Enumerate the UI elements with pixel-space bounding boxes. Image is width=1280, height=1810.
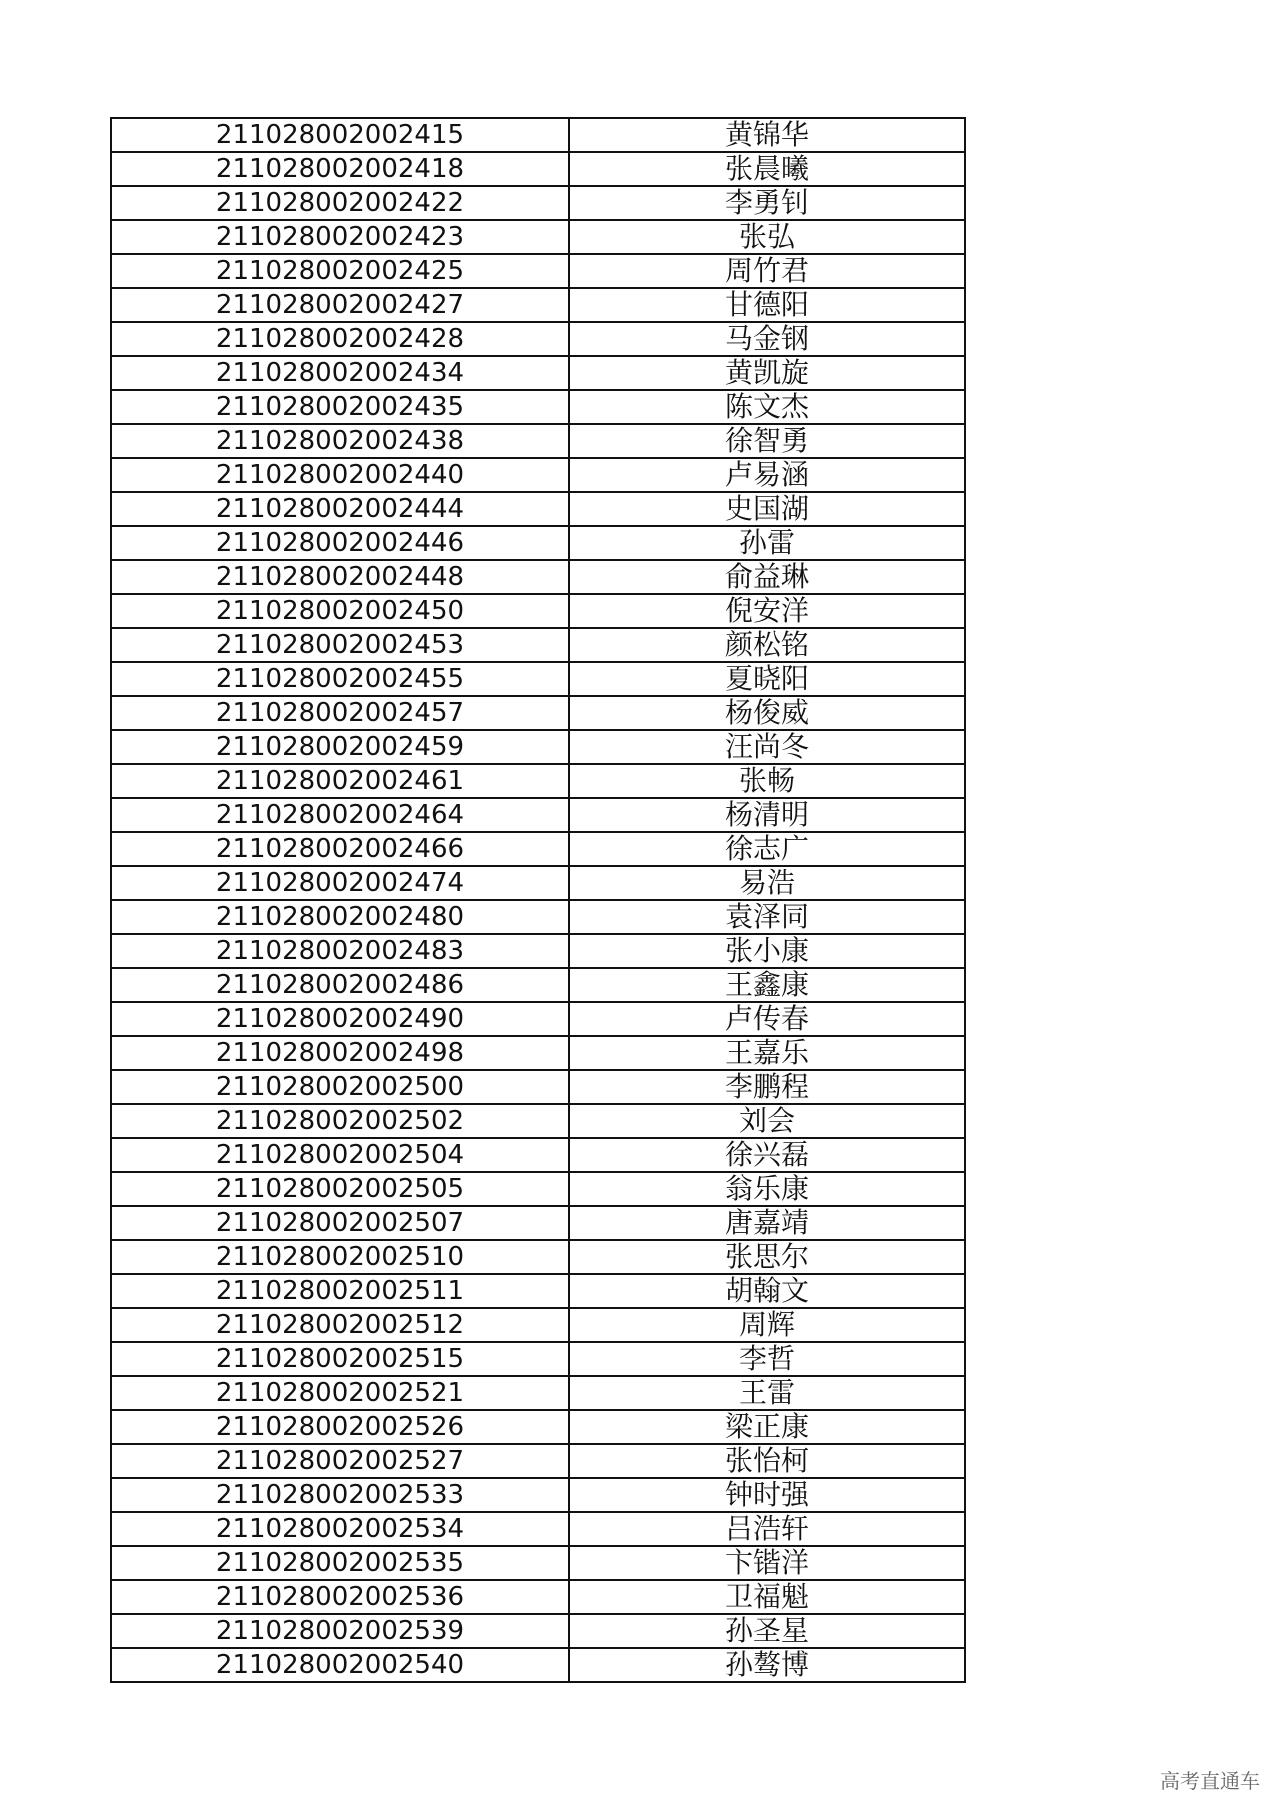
candidate-name-cell: 张畅 bbox=[569, 764, 965, 798]
candidate-id-cell: 211028002002464 bbox=[111, 798, 569, 832]
candidate-id-cell: 211028002002422 bbox=[111, 186, 569, 220]
table-row bbox=[111, 560, 965, 594]
candidate-id-cell: 211028002002540 bbox=[111, 1648, 569, 1682]
table-row bbox=[111, 1444, 965, 1478]
table-row bbox=[111, 798, 965, 832]
table-row bbox=[111, 1104, 965, 1138]
table-row bbox=[111, 1206, 965, 1240]
table-row bbox=[111, 1070, 965, 1104]
candidate-id-cell: 211028002002425 bbox=[111, 254, 569, 288]
candidate-name-cell: 陈文杰 bbox=[569, 390, 965, 424]
candidate-name-cell: 杨俊威 bbox=[569, 696, 965, 730]
table-row bbox=[111, 934, 965, 968]
table-row bbox=[111, 1478, 965, 1512]
table-row bbox=[111, 118, 965, 152]
table-row bbox=[111, 1002, 965, 1036]
table-row bbox=[111, 526, 965, 560]
candidate-id-cell: 211028002002474 bbox=[111, 866, 569, 900]
candidate-id-cell: 211028002002423 bbox=[111, 220, 569, 254]
candidate-id-cell: 211028002002536 bbox=[111, 1580, 569, 1614]
candidate-name-cell: 孙骜博 bbox=[569, 1648, 965, 1682]
table-row bbox=[111, 628, 965, 662]
candidate-name-cell: 翁乐康 bbox=[569, 1172, 965, 1206]
candidate-name-cell: 张晨曦 bbox=[569, 152, 965, 186]
candidate-name-cell: 张思尔 bbox=[569, 1240, 965, 1274]
table-row bbox=[111, 1648, 965, 1682]
table-row bbox=[111, 1512, 965, 1546]
candidate-id-cell: 211028002002490 bbox=[111, 1002, 569, 1036]
candidate-id-cell: 211028002002438 bbox=[111, 424, 569, 458]
candidate-name-cell: 卞锴洋 bbox=[569, 1546, 965, 1580]
candidate-id-cell: 211028002002521 bbox=[111, 1376, 569, 1410]
candidate-name-cell: 卢易涵 bbox=[569, 458, 965, 492]
candidate-name-cell: 李鹏程 bbox=[569, 1070, 965, 1104]
table-row bbox=[111, 900, 965, 934]
candidate-id-cell: 211028002002480 bbox=[111, 900, 569, 934]
table-row bbox=[111, 356, 965, 390]
candidate-id-cell: 211028002002427 bbox=[111, 288, 569, 322]
table-row bbox=[111, 696, 965, 730]
candidate-name-cell: 汪尚冬 bbox=[569, 730, 965, 764]
candidate-id-cell: 211028002002512 bbox=[111, 1308, 569, 1342]
candidate-id-cell: 211028002002461 bbox=[111, 764, 569, 798]
candidate-name-cell: 孙雷 bbox=[569, 526, 965, 560]
table-row bbox=[111, 390, 965, 424]
table-row bbox=[111, 254, 965, 288]
candidate-name-cell: 卢传春 bbox=[569, 1002, 965, 1036]
candidate-name-cell: 徐兴磊 bbox=[569, 1138, 965, 1172]
table-row bbox=[111, 594, 965, 628]
table-row bbox=[111, 1138, 965, 1172]
candidate-id-cell: 211028002002511 bbox=[111, 1274, 569, 1308]
table-row bbox=[111, 1308, 965, 1342]
candidate-name-cell: 俞益琳 bbox=[569, 560, 965, 594]
table-row bbox=[111, 730, 965, 764]
roster-table bbox=[110, 117, 966, 1683]
table-row bbox=[111, 458, 965, 492]
candidate-id-cell: 211028002002434 bbox=[111, 356, 569, 390]
candidate-id-cell: 211028002002418 bbox=[111, 152, 569, 186]
candidate-name-cell: 张小康 bbox=[569, 934, 965, 968]
candidate-id-cell: 211028002002415 bbox=[111, 118, 569, 152]
table-row bbox=[111, 1580, 965, 1614]
candidate-name-cell: 周竹君 bbox=[569, 254, 965, 288]
table-row bbox=[111, 152, 965, 186]
candidate-id-cell: 211028002002505 bbox=[111, 1172, 569, 1206]
candidate-name-cell: 周辉 bbox=[569, 1308, 965, 1342]
candidate-id-cell: 211028002002466 bbox=[111, 832, 569, 866]
table-row bbox=[111, 1614, 965, 1648]
candidate-id-cell: 211028002002502 bbox=[111, 1104, 569, 1138]
candidate-name-cell: 唐嘉靖 bbox=[569, 1206, 965, 1240]
candidate-name-cell: 钟时强 bbox=[569, 1478, 965, 1512]
table-row bbox=[111, 1172, 965, 1206]
candidate-name-cell: 张怡柯 bbox=[569, 1444, 965, 1478]
candidate-name-cell: 卫福魁 bbox=[569, 1580, 965, 1614]
candidate-id-cell: 211028002002459 bbox=[111, 730, 569, 764]
candidate-id-cell: 211028002002510 bbox=[111, 1240, 569, 1274]
candidate-id-cell: 211028002002444 bbox=[111, 492, 569, 526]
candidate-name-cell: 黄凯旋 bbox=[569, 356, 965, 390]
candidate-name-cell: 袁泽同 bbox=[569, 900, 965, 934]
candidate-id-cell: 211028002002526 bbox=[111, 1410, 569, 1444]
candidate-name-cell: 徐智勇 bbox=[569, 424, 965, 458]
candidate-name-cell: 刘会 bbox=[569, 1104, 965, 1138]
candidate-name-cell: 王鑫康 bbox=[569, 968, 965, 1002]
table-row bbox=[111, 662, 965, 696]
candidate-id-cell: 211028002002448 bbox=[111, 560, 569, 594]
candidate-name-cell: 夏晓阳 bbox=[569, 662, 965, 696]
candidate-id-cell: 211028002002504 bbox=[111, 1138, 569, 1172]
table-row bbox=[111, 1036, 965, 1070]
candidate-id-cell: 211028002002515 bbox=[111, 1342, 569, 1376]
table-row bbox=[111, 764, 965, 798]
candidate-id-cell: 211028002002435 bbox=[111, 390, 569, 424]
table-row bbox=[111, 1376, 965, 1410]
roster-table-body bbox=[111, 118, 965, 1682]
candidate-name-cell: 倪安洋 bbox=[569, 594, 965, 628]
table-row bbox=[111, 1342, 965, 1376]
watermark-text: 高考直通车 bbox=[1160, 1769, 1260, 1793]
candidate-name-cell: 史国湖 bbox=[569, 492, 965, 526]
candidate-name-cell: 颜松铭 bbox=[569, 628, 965, 662]
candidate-name-cell: 王雷 bbox=[569, 1376, 965, 1410]
candidate-id-cell: 211028002002500 bbox=[111, 1070, 569, 1104]
candidate-id-cell: 211028002002486 bbox=[111, 968, 569, 1002]
table-row bbox=[111, 220, 965, 254]
candidate-id-cell: 211028002002539 bbox=[111, 1614, 569, 1648]
candidate-id-cell: 211028002002498 bbox=[111, 1036, 569, 1070]
table-row bbox=[111, 322, 965, 356]
candidate-id-cell: 211028002002535 bbox=[111, 1546, 569, 1580]
candidate-name-cell: 黄锦华 bbox=[569, 118, 965, 152]
table-row bbox=[111, 288, 965, 322]
candidate-name-cell: 王嘉乐 bbox=[569, 1036, 965, 1070]
candidate-name-cell: 李勇钊 bbox=[569, 186, 965, 220]
table-row bbox=[111, 968, 965, 1002]
candidate-name-cell: 李哲 bbox=[569, 1342, 965, 1376]
candidate-name-cell: 易浩 bbox=[569, 866, 965, 900]
table-row bbox=[111, 186, 965, 220]
candidate-id-cell: 211028002002455 bbox=[111, 662, 569, 696]
table-row bbox=[111, 1274, 965, 1308]
candidate-name-cell: 胡翰文 bbox=[569, 1274, 965, 1308]
candidate-id-cell: 211028002002507 bbox=[111, 1206, 569, 1240]
candidate-id-cell: 211028002002440 bbox=[111, 458, 569, 492]
candidate-name-cell: 甘德阳 bbox=[569, 288, 965, 322]
candidate-id-cell: 211028002002527 bbox=[111, 1444, 569, 1478]
table-row bbox=[111, 832, 965, 866]
table-row bbox=[111, 1410, 965, 1444]
table-row bbox=[111, 866, 965, 900]
candidate-id-cell: 211028002002446 bbox=[111, 526, 569, 560]
candidate-id-cell: 211028002002533 bbox=[111, 1478, 569, 1512]
table-row bbox=[111, 1240, 965, 1274]
candidate-id-cell: 211028002002483 bbox=[111, 934, 569, 968]
table-row bbox=[111, 1546, 965, 1580]
candidate-name-cell: 梁正康 bbox=[569, 1410, 965, 1444]
candidate-id-cell: 211028002002450 bbox=[111, 594, 569, 628]
candidate-name-cell: 孙圣星 bbox=[569, 1614, 965, 1648]
table-row bbox=[111, 424, 965, 458]
candidate-id-cell: 211028002002457 bbox=[111, 696, 569, 730]
table-row bbox=[111, 492, 965, 526]
candidate-name-cell: 马金钢 bbox=[569, 322, 965, 356]
candidate-name-cell: 吕浩轩 bbox=[569, 1512, 965, 1546]
candidate-id-cell: 211028002002534 bbox=[111, 1512, 569, 1546]
candidate-id-cell: 211028002002453 bbox=[111, 628, 569, 662]
candidate-name-cell: 杨清明 bbox=[569, 798, 965, 832]
candidate-id-cell: 211028002002428 bbox=[111, 322, 569, 356]
candidate-name-cell: 张弘 bbox=[569, 220, 965, 254]
candidate-name-cell: 徐志广 bbox=[569, 832, 965, 866]
